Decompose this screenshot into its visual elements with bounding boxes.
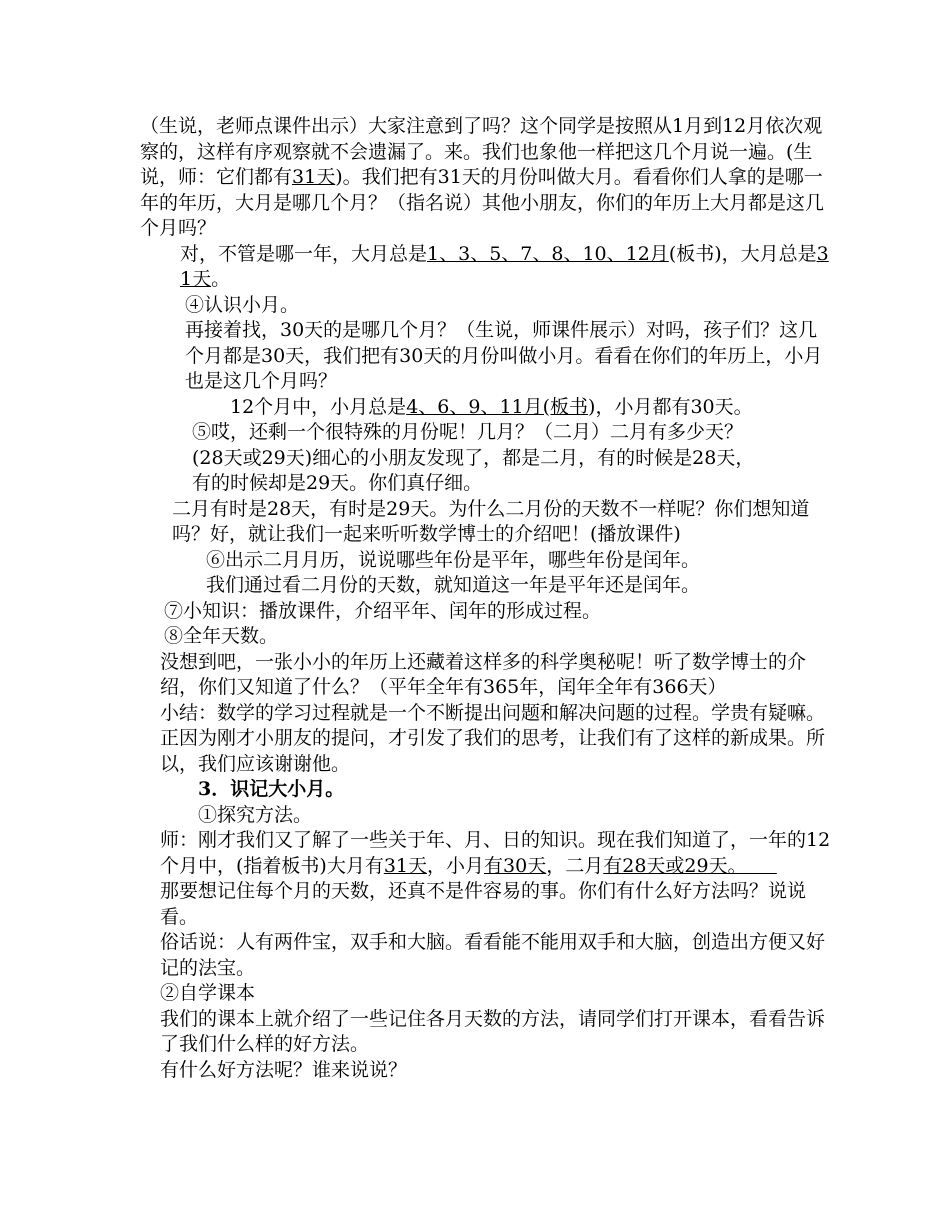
heading-explore-method: ①探究方法。 — [198, 803, 313, 826]
paragraph-small-month-summary: 12个月中，小月总是4、6、9、11月(板书)，小月都有30天。 — [230, 395, 753, 418]
section-heading-memorize: 3．识记大小月。 — [198, 778, 345, 800]
paragraph-method-question: 那要想记住每个月的天数，还真不是件容易的事。你们有什么好方法吗？说说看。 — [160, 880, 807, 928]
heading-small-month: ④认识小月。 — [185, 293, 300, 316]
paragraph-knowledge: ⑦小知识：播放课件，介绍平年、闰年的形成过程。 — [164, 599, 602, 622]
paragraph-small-month-intro: 再接着找，30天的是哪几个月？（生说，师课件展示）对吗，孩子们？这几个月都是30天，我们把有30天的月份叫做小月。看看在你们的年历上，小月也是这几个月吗？ — [185, 319, 823, 392]
paragraph-big-month-intro: （生说，老师点课件出示）大家注意到了吗？这个同学是按照从1月到12月依次观察的，这样有序观察就不会遗漏了。来。我们也象他一样把这几个月说一遍。(生说，师：它们都有31天)。我们把有31天的月份叫做大月。看看你们人拿的是哪一年的年历，大月是哪几个月？（指名说）其他小朋友，你们的年历上大月都是这几个月吗？ — [140, 115, 825, 239]
paragraph-february-praise: 有的时候却是29天。你们真仔细。 — [192, 472, 483, 494]
paragraph-february-answer: (28天或29天)细心的小朋友发现了，都是二月，有的时候是28天， — [192, 446, 755, 469]
paragraph-teacher-recap: 师：刚才我们又了解了一些关于年、月、日的知识。现在我们知道了，一年的12个月中，(指着板书)大月有31天，小月有30天，二月有28天或29天。 — [160, 829, 831, 877]
paragraph-leap-year-check: 我们通过看二月份的天数，就知道这一年是平年还是闰年。 — [206, 574, 701, 596]
paragraph-february-question: ⑤哎，还剩一个很特殊的月份呢！几月？（二月）二月有多少天？ — [192, 421, 744, 443]
paragraph-year-days: 没想到吧，一张小小的年历上还藏着这样多的科学奥秘呢！听了数学博士的介绍，你们又知道了什么？（平年全年有365年，闰年全年有366天） — [160, 650, 807, 698]
document-body — [140, 114, 835, 1083]
paragraph-february-why: 二月有时是28天，有时是29天。为什么二月份的天数不一样呢？你们想知道吗？好，就让我们一起来听听数学博士的介绍吧！(播放课件) — [172, 497, 810, 545]
paragraph-big-month-summary: 对，不管是哪一年，大月总是1、3、5、7、8、10、12月(板书)，大月总是31天。 — [180, 242, 829, 290]
paragraph-summary: 小结：数学的学习过程就是一个不断提出问题和解决问题的过程。学贵有疑嘛。正因为刚才小朋友的提问，才引发了我们的思考，让我们有了这样的新成果。所以，我们应该谢谢他。 — [160, 701, 826, 775]
paragraph-textbook: 我们的课本上就介绍了一些记住各月天数的方法，请同学们打开课本，看看告诉了我们什么样的好方法。 — [160, 1007, 826, 1055]
paragraph-proverb: 俗话说：人有两件宝，双手和大脑。看看能不能用双手和大脑，创造出方便又好记的法宝。 — [160, 931, 826, 979]
paragraph-who-speaks: 有什么好方法呢？谁来说说？ — [160, 1058, 408, 1081]
paragraph-february-calendar: ⑥出示二月月历，说说哪些年份是平年，哪些年份是闰年。 — [206, 548, 701, 571]
heading-self-study: ②自学课本 — [160, 982, 256, 1004]
heading-year-days: ⑧全年天数。 — [164, 625, 279, 647]
